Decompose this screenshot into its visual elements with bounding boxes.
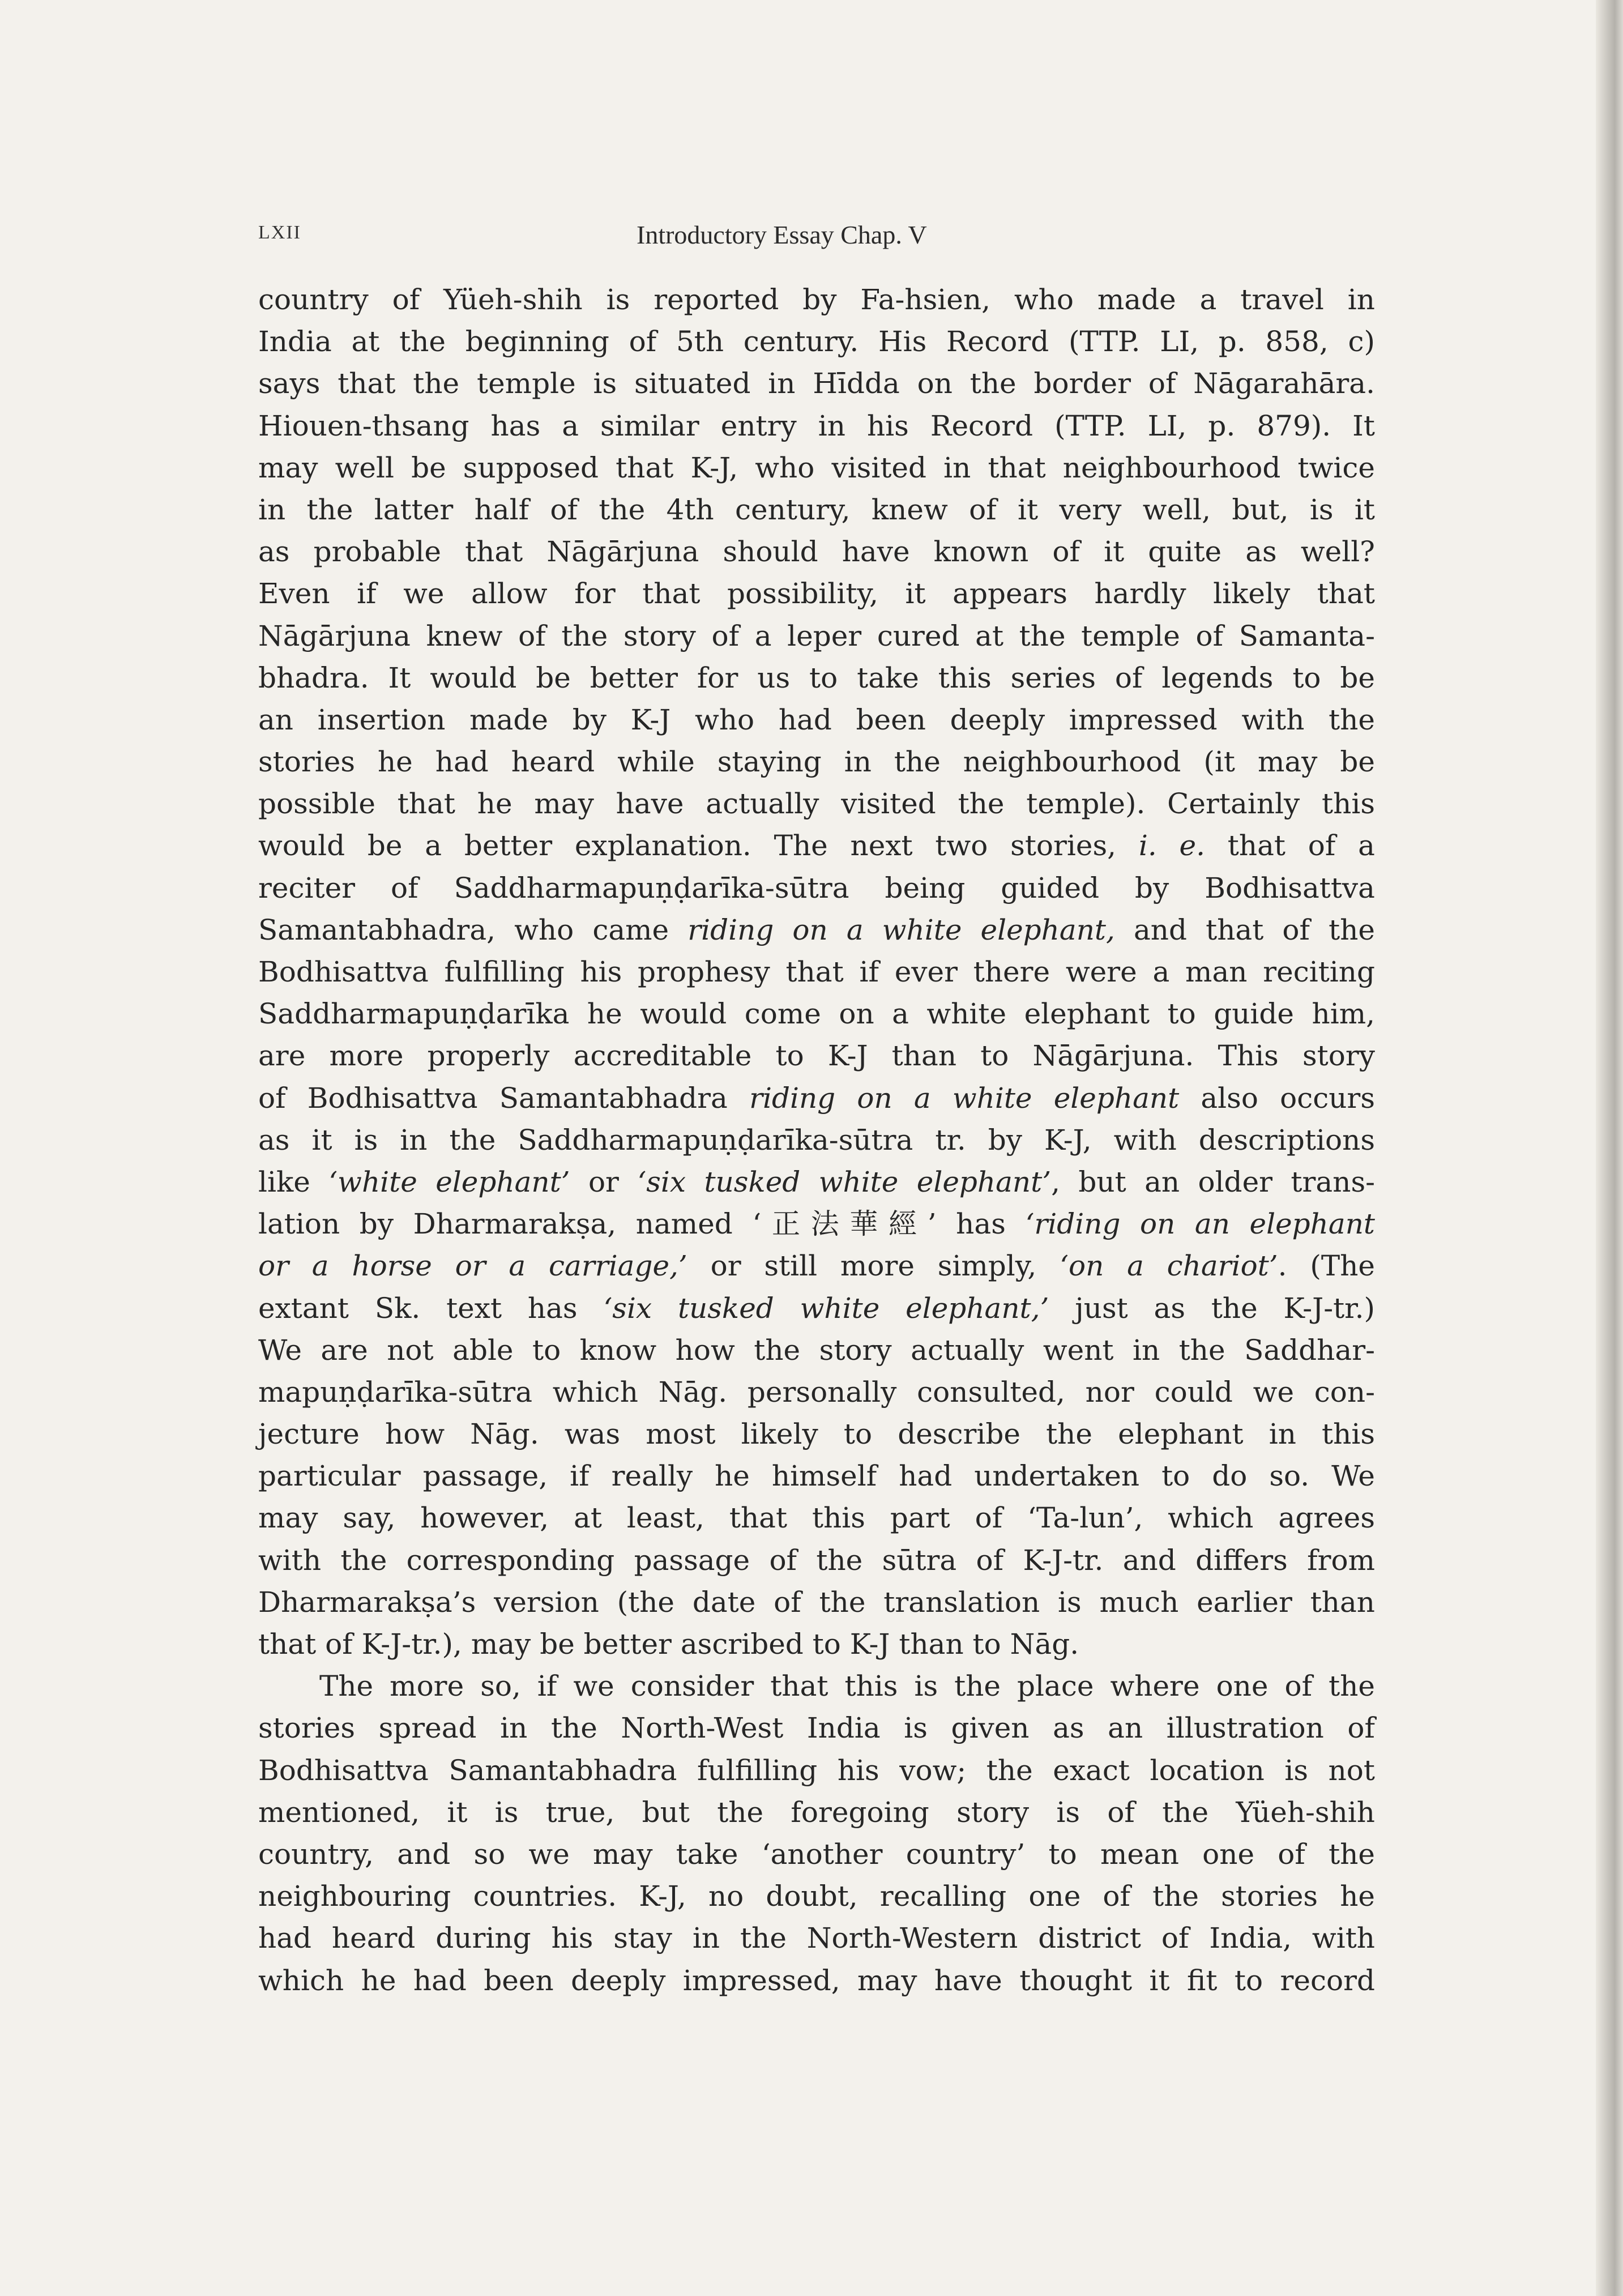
text-run: just as the K-J-tr.) [1049, 1291, 1375, 1325]
text-line: jecture how Nāg. was most likely to describe the elephant in this [258, 1418, 1375, 1451]
text-line: as probable that Nāgārjuna should have known of it quite as well? [258, 535, 1375, 569]
text-run: like [258, 1165, 329, 1198]
text-line: India at the beginning of 5th century. His Record (TTP. LI, p. 858, c) [258, 325, 1375, 359]
text-run-italic: ‘white elephant’ [328, 1165, 570, 1198]
text-line: in the latter half of the 4th century, knew of it very well, but, is it [258, 493, 1375, 526]
text-line: country, and so we may take ‘another country’ to mean one of the [258, 1837, 1375, 1871]
text-run-italic: i. e. [1138, 829, 1206, 863]
body-text [258, 279, 1375, 2001]
text-line: which he had been deeply impressed, may have thought it fit to record [258, 1964, 1375, 1997]
text-line: We are not able to know how the story actually went in the Saddhar- [258, 1333, 1375, 1367]
text-line: Bodhisattva Samantabhadra fulfilling his vow; the exact location is not [258, 1753, 1375, 1787]
text-line: country of Yüeh-shih is reported by Fa-hsien, who made a travel in [258, 283, 1375, 316]
text-run: . (The [1278, 1249, 1376, 1283]
text-run: or still more simply, [687, 1249, 1060, 1283]
text-run-italic: ‘six tusked white elephant,’ [603, 1291, 1049, 1325]
page-header [258, 222, 1374, 256]
text-run: of Bodhisattva Samantabhadra [258, 1081, 750, 1115]
text-line: Hiouen-thsang has a similar entry in his Record (TTP. LI, p. 879). It [258, 409, 1375, 442]
text-run: or [570, 1165, 638, 1198]
text-line: The more so, if we consider that this is the place where one of the [319, 1670, 1375, 1703]
text-run-italic: ‘on a chariot’ [1060, 1249, 1278, 1283]
text-line [258, 825, 1375, 867]
text-line: an insertion made by K-J who had been deeply impressed with the [258, 703, 1375, 736]
text-run: also occurs [1179, 1081, 1375, 1115]
text-line: are more properly accreditable to K-J than to Nāgārjuna. This story [258, 1039, 1375, 1073]
text-line: reciter of Saddharmapuṇḍarīka-sūtra being guided by Bodhisattva [258, 871, 1375, 904]
text-line: had heard during his stay in the North-Western district of India, with [258, 1922, 1375, 1955]
text-line: bhadra. It would be better for us to take this series of legends to be [258, 661, 1375, 694]
text-line: particular passage, if really he himself had undertaken to do so. We [258, 1459, 1375, 1493]
text-line: Bodhisattva fulfilling his prophesy that if ever there were a man reciting [258, 955, 1375, 988]
text-line [258, 1161, 1375, 1203]
text-run: lation by Dharmarakṣa, named ‘正法華經’ has [258, 1207, 1026, 1241]
text-run-italic: riding on a white elephant, [687, 913, 1115, 946]
text-line [258, 1287, 1375, 1329]
text-run-italic: ‘riding on an elephant [1025, 1207, 1375, 1241]
text-run: that of a [1205, 829, 1375, 863]
text-run: extant Sk. text has [258, 1291, 604, 1325]
text-run-italic: riding on a white elephant [749, 1081, 1180, 1115]
text-line: Nāgārjuna knew of the story of a leper cured at the temple of Samanta- [258, 619, 1375, 652]
text-line [258, 909, 1375, 951]
running-head: Introductory Essay Chap. V [637, 220, 927, 249]
text-run: Samantabhadra, who came [258, 913, 688, 946]
text-line: that of K-J-tr.), may be better ascribed to K-J than to Nāg. [258, 1628, 1079, 1661]
text-line [258, 1245, 1375, 1287]
text-line: says that the temple is situated in Hīdda on the border of Nāgarahāra. [258, 367, 1375, 400]
text-line: Dharmarakṣa’s version (the date of the translation is much earlier than [258, 1585, 1375, 1619]
page-number: LXII [258, 222, 301, 243]
text-run-italic: or a horse or a carriage,’ [258, 1249, 687, 1283]
text-run: would be a better explanation. The next two stories, [258, 829, 1139, 863]
text-line: Saddharmapuṇḍarīka he would come on a white elephant to guide him, [258, 997, 1375, 1031]
text-run: and that of the [1114, 913, 1375, 946]
text-run: , but an older trans- [1051, 1165, 1375, 1198]
text-line [258, 1203, 1375, 1245]
text-line: with the corresponding passage of the sūtra of K-J-tr. and differs from [258, 1543, 1375, 1577]
text-line: stories he had heard while staying in the neighbourhood (it may be [258, 745, 1375, 779]
text-line [258, 1077, 1375, 1119]
text-line: mapuṇḍarīka-sūtra which Nāg. personally consulted, nor could we con- [258, 1375, 1375, 1409]
text-line: neighbouring countries. K-J, no doubt, recalling one of the stories he [258, 1880, 1375, 1913]
text-run-italic: ‘six tusked white elephant’ [637, 1165, 1052, 1198]
text-line: may say, however, at least, that this part of ‘Ta-lun’, which agrees [258, 1501, 1375, 1535]
text-line: mentioned, it is true, but the foregoing story is of the Yüeh-shih [258, 1795, 1375, 1829]
text-line: as it is in the Saddharmapuṇḍarīka-sūtra tr. by K-J, with descriptions [258, 1123, 1375, 1156]
text-line: may well be supposed that K-J, who visited in that neighbourhood twice [258, 451, 1375, 484]
scan-edge-shadow [1596, 0, 1623, 2296]
text-line: possible that he may have actually visited the temple). Certainly this [258, 787, 1375, 821]
text-line: stories spread in the North-West India is given as an illustration of [258, 1712, 1375, 1745]
text-line: Even if we allow for that possibility, it appears hardly likely that [258, 577, 1375, 611]
